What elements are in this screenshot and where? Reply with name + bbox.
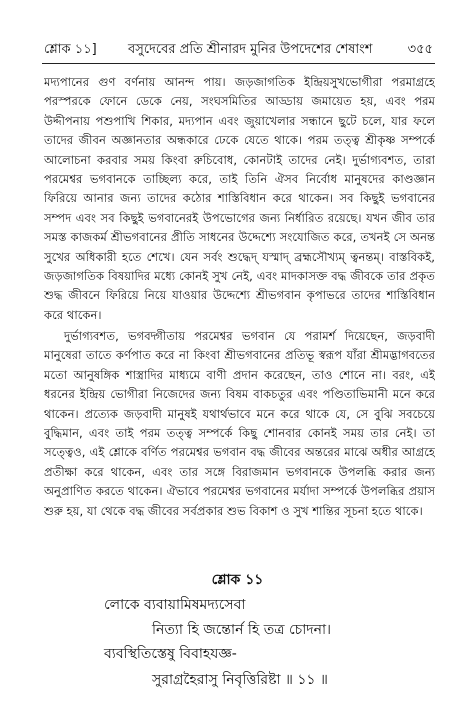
body-paragraph-2: দুর্ভাগ্যবশত, ভগবদ্গীতায় পরমেশ্বর ভগবান যে পরামর্শ দিয়েছেন, জড়বাদী মানুষেরা তাতে কর্ণপাত করে না কিংবা শ্রীভগবানের প্রতিভূ স্বরূপ যাঁরা শ্রীমদ্ভাগবতের মতো আনুষঙ্গিক শাস্ত্রাদির মাধ্যমে বাণী প্রদান করেছেন, তাও শোনে না। বরং, এই ধরনের ইন্দ্রিয় ভোগীরা নিজেদের জন্য বিষম বাকচতুর এবং পণ্ডিতাভিমানী মনে করে থাকেন। প্রত্যেক জড়বাদী মানুষই যথার্থভাবে মনে করে থাকে যে, সে বুঝি সবচেয়ে বুদ্ধিমান, এবং তাই পরম তত্ত্ব সম্পর্কে কিছু শোনবার কোনই সময় তার নেই। তা সত্ত্বেও, এই শ্লোকে বর্ণিত পরমেশ্বর ভগবান বদ্ধ জীবের অন্তরের মাঝে অধীর আগ্রহে প্রতীক্ষা করে থাকেন, এবং তার সঙ্গে বিরাজমান ভগবানকে উপলব্ধি করার জন্য অনুপ্রাণিত করতে থাকেন। ঐভাবে পরমেশ্বর ভগবানের মর্যাদা সম্পর্কে উপলব্ধির প্রয়াস শুরু হয়, যা থেকে বদ্ধ জীবের সর্বপ্রকার শুভ বিকাশ ও সুখ শান্তির সূচনা হতে থাকে। (44, 329, 435, 518)
body-paragraph-1: মদ্যপানের গুণ বর্ণনায় আনন্দ পায়। জড়জাগতিক ইন্দ্রিয়সুখভোগীরা পরমাগ্রহে পরস্পরকে ফোনে ডেকে নেয়, সংঘসমিতির আড্ডায় জমায়েত হয়, এবং পরম উদ্দীপনায় পশুপাখি শিকার, মদ্যপান এবং জুয়াখেলার সন্ধানে ছুটে চলে, যার ফলে তাদের জীবন অজ্ঞানতার অন্ধকারে ঢেকে যেতে থাকে। পরম তত্ত্ব শ্রীকৃষ্ণ সম্পর্কে আলোচনা করবার সময় কিংবা রুচিবোধ, কোনটাই তাদের নেই। দুর্ভাগ্যবশত, তারা পরমেশ্বর ভগবানকে তাচ্ছিল্য করে, তাই তিনি ঐসব নির্বোধ মানুষদের কাণ্ডজ্ঞান ফিরিয়ে আনার জন্য তাদের কঠোর শাস্তিবিধান করে থাকেন। সব কিছুই ভগবানের সম্পদ এবং সব কিছুই ভগবানেরই উপভোগের জন্য নির্ধারিত রয়েছে। যখন জীব তার সমস্ত কাজকর্ম শ্রীভগবানের প্রীতি সাধনের উদ্দেশ্যে সংযোজিত করে, তখনই সে অনন্ত সুখের অধিকারী হতে শেখে। যেন সর্বং শুদ্ধেদ্ যস্মাদ্ ব্রহ্মসৌখ্যম্ ত্বনন্তম্। বাস্তবিকই, জড়জাগতিক বিষয়াদির মধ্যে কোনই সুখ নেই, এবং মাদকাসক্ত বদ্ধ জীবকে তার প্রকৃত শুদ্ধ জীবনে ফিরিয়ে নিয়ে যাওয়ার উদ্দেশ্যে শ্রীভগবান কৃপাভরে তাদের শাস্তিবিধান করে থাকেন। (44, 75, 435, 322)
header-title: বসুদেবের প্রতি শ্রীনারদ মুনির উপদেশের শেষাংশ (128, 42, 373, 57)
verse-line-3: ব্যবস্থিতিস্তেষু বিবাহযজ্ঞ- (104, 646, 237, 662)
page-number: ৩৫৫ (407, 42, 433, 57)
verse-title: শ্লোক ১১ (211, 572, 264, 588)
page-header (44, 41, 433, 59)
header-verse-ref: শ্লোক ১১] (44, 42, 97, 57)
verse-line-4: সুরাগ্রহৈরাসু নিবৃত্তিরিষ্টা ॥ ১১ ॥ (152, 672, 328, 688)
verse-line-1: লোকে ব্যবায়ামিষমদ্যসেবা (104, 597, 246, 613)
verse-line-2: নিত্যা হি জন্তোর্ন হি তত্র চোদনা। (152, 622, 332, 638)
header-rule (42, 63, 435, 64)
